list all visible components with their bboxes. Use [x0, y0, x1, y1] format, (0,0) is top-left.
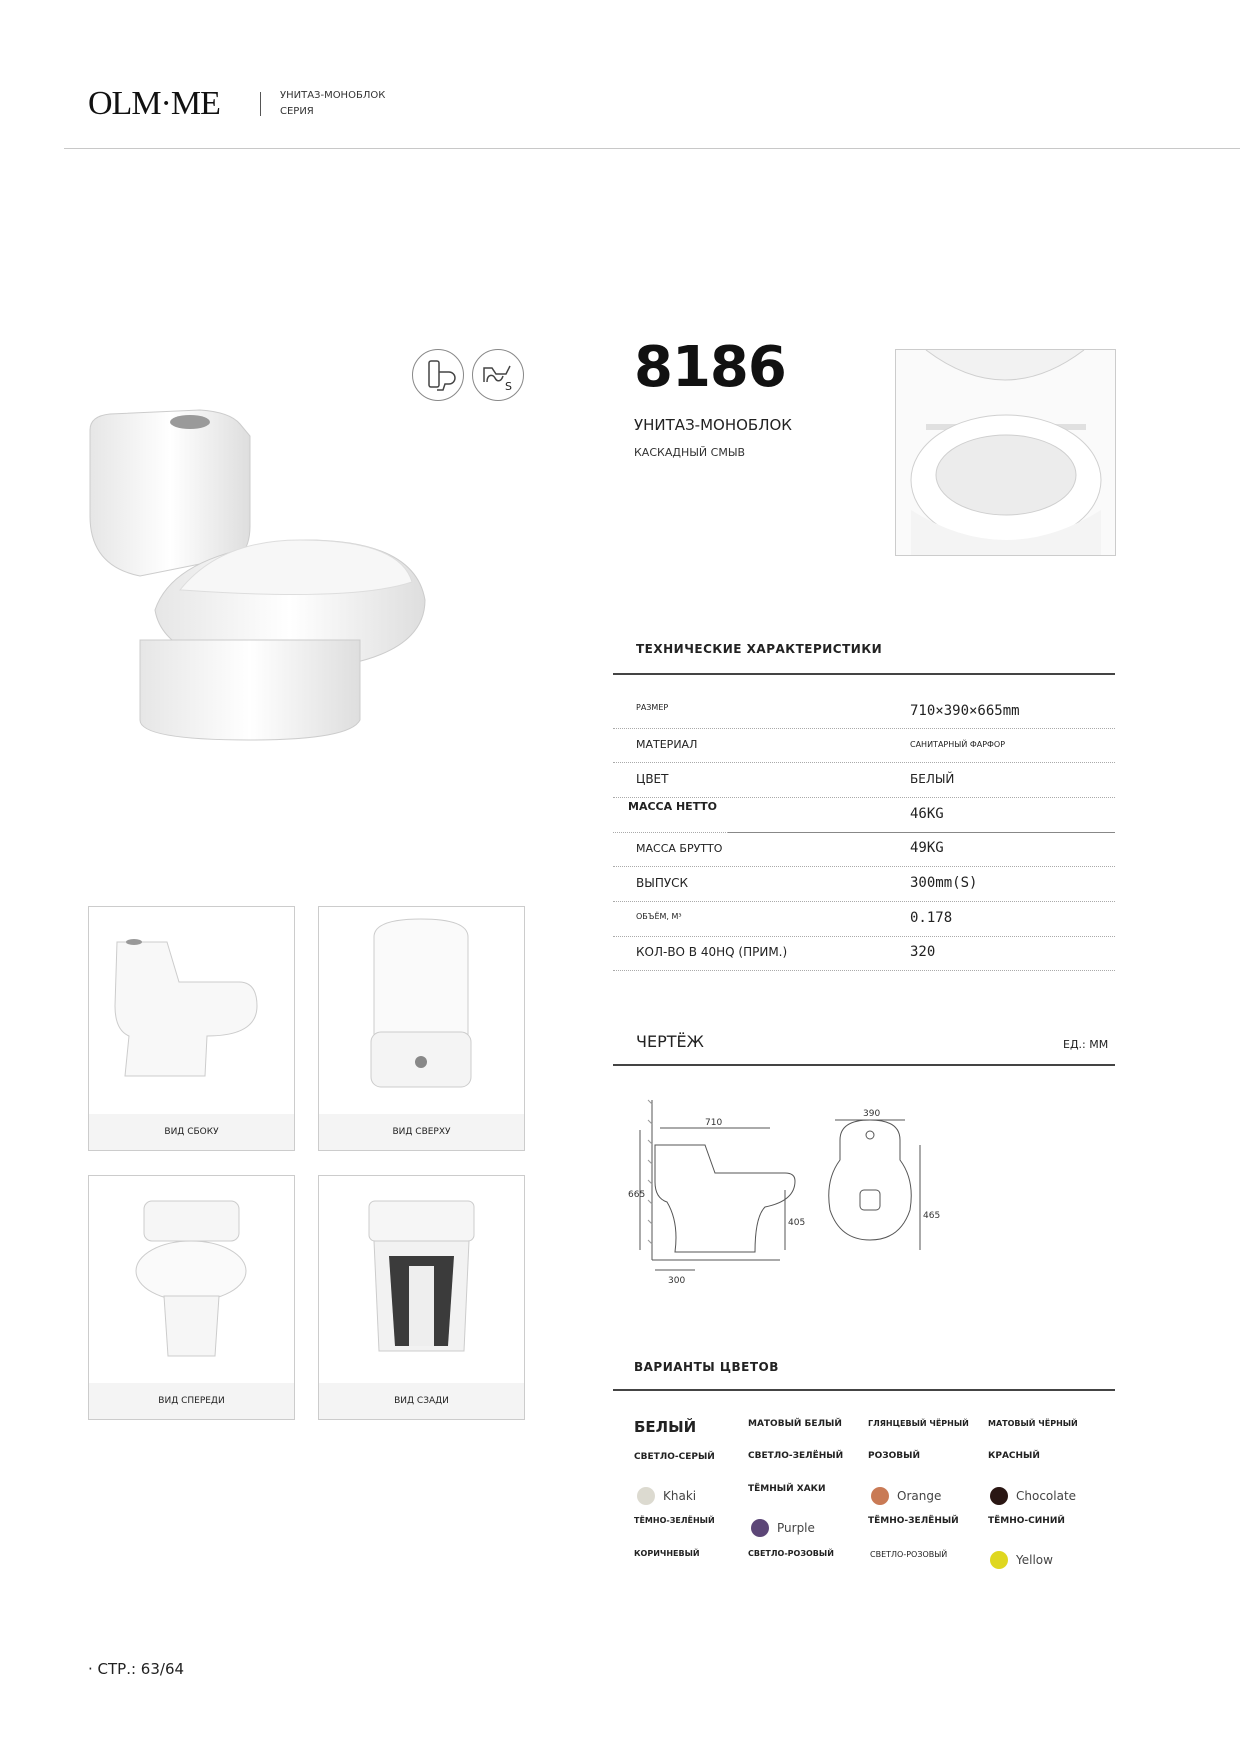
product-main-photo	[80, 400, 460, 830]
spec-divider	[613, 866, 1115, 867]
spec-label-outlet: ВЫПУСК	[636, 876, 689, 890]
color-light-pink: СВЕТЛО-РОЗОВЫЙ	[748, 1549, 834, 1558]
header-rule	[64, 148, 1240, 149]
thumb-side-view	[88, 906, 295, 1151]
color-light-green: СВЕТЛО-ЗЕЛЁНЫЙ	[748, 1451, 844, 1461]
technical-drawing	[620, 1090, 950, 1290]
spec-value-size: 710×390×665mm	[910, 703, 1020, 719]
spec-label-size: РАЗМЕР	[636, 703, 669, 712]
thumb-top-caption: ВИД СВЕРХУ	[319, 1114, 524, 1150]
specs-title: ТЕХНИЧЕСКИЕ ХАРАКТЕРИСТИКИ	[636, 642, 883, 656]
dim-width: 390	[863, 1109, 881, 1119]
swatch-purple-label: Purple	[777, 1521, 815, 1535]
drawing-rule	[613, 1064, 1115, 1066]
series-line-2: СЕРИЯ	[280, 106, 314, 117]
swatch-chocolate-label: Chocolate	[1016, 1489, 1077, 1503]
series-label	[280, 88, 385, 120]
colors-rule	[613, 1389, 1115, 1391]
swatch-yellow	[990, 1551, 1008, 1569]
thumb-front-view	[88, 1175, 295, 1420]
dim-depth: 465	[923, 1211, 941, 1221]
svg-text:S: S	[505, 380, 512, 393]
spec-value-gross-weight: 49KG	[910, 840, 944, 856]
color-dark-green: ТЁМНО-ЗЕЛЁНЫЙ	[634, 1516, 715, 1525]
one-piece-toilet-icon	[412, 349, 464, 401]
spec-label-qty-40hq: КОЛ-ВО В 40HQ (ПРИМ.)	[636, 945, 788, 959]
spec-value-material: САНИТАРНЫЙ ФАРФОР	[910, 740, 1006, 749]
spec-value-outlet: 300mm(S)	[910, 875, 978, 891]
color-dark-khaki: ТЁМНЫЙ ХАКИ	[748, 1484, 826, 1494]
dim-seat-height: 405	[788, 1218, 806, 1228]
swatch-yellow-label: Yellow	[1016, 1553, 1053, 1567]
spec-label-gross-weight: МАССА БРУТТО	[636, 842, 723, 855]
swatch-khaki-label: Khaki	[663, 1489, 697, 1503]
spec-label-volume: ОБЪЁМ, М³	[636, 912, 682, 921]
thumb-top-view	[318, 906, 525, 1151]
thumb-side-caption: ВИД СБОКУ	[89, 1114, 294, 1150]
spec-divider	[613, 728, 1115, 729]
brand-logo: OLM·ME	[88, 85, 220, 122]
color-light-pink-2: СВЕТЛО-РОЗОВЫЙ	[870, 1550, 948, 1559]
color-dark-blue: ТЁМНО-СИНИЙ	[988, 1516, 1065, 1526]
spec-value-color: БЕЛЫЙ	[910, 772, 955, 786]
spec-divider	[613, 936, 1115, 937]
series-line-1: УНИТАЗ-МОНОБЛОК	[280, 90, 386, 101]
spec-divider	[613, 762, 1115, 763]
swatch-orange-label: Orange	[897, 1489, 942, 1503]
spec-label-color: ЦВЕТ	[636, 772, 669, 786]
swatch-khaki	[637, 1487, 655, 1505]
page-number: · СТР.: 63/64	[88, 1660, 185, 1678]
swatch-chocolate	[990, 1487, 1008, 1505]
dim-length: 710	[705, 1118, 723, 1128]
spec-value-volume: 0.178	[910, 910, 953, 926]
spec-divider	[613, 832, 728, 833]
swatch-orange	[871, 1487, 889, 1505]
header-divider	[260, 92, 261, 116]
swatch-purple	[751, 1519, 769, 1537]
color-red: КРАСНЫЙ	[988, 1451, 1040, 1461]
thumb-back-caption: ВИД СЗАДИ	[319, 1383, 524, 1419]
product-type: УНИТАЗ-МОНОБЛОК	[634, 416, 792, 434]
spec-divider	[613, 970, 1115, 971]
spec-divider	[613, 797, 1115, 798]
color-brown: КОРИЧНЕВЫЙ	[634, 1549, 700, 1558]
spec-divider	[613, 901, 1115, 902]
spec-divider	[728, 832, 1115, 833]
dim-outlet: 300	[668, 1276, 686, 1286]
model-number: 8186	[634, 335, 786, 400]
flush-type: КАСКАДНЫЙ СМЫВ	[634, 446, 746, 459]
drawing-unit: ЕД.: ММ	[1063, 1038, 1109, 1051]
spec-value-net-weight: 46KG	[910, 806, 944, 822]
seat-detail-photo	[895, 349, 1116, 556]
spec-value-qty-40hq: 320	[910, 944, 936, 960]
spec-label-net-weight: МАССА НЕТТО	[628, 800, 718, 813]
color-matte-white: МАТОВЫЙ БЕЛЫЙ	[748, 1419, 842, 1429]
colors-title: ВАРИАНТЫ ЦВЕТОВ	[634, 1360, 779, 1374]
color-white: БЕЛЫЙ	[634, 1418, 697, 1436]
specs-rule	[613, 673, 1115, 675]
color-pink: РОЗОВЫЙ	[868, 1451, 921, 1461]
color-dark-green-2: ТЁМНО-ЗЕЛЁНЫЙ	[868, 1516, 959, 1526]
s-trap-icon	[472, 349, 524, 401]
spec-label-material: МАТЕРИАЛ	[636, 738, 698, 751]
dim-height: 665	[628, 1190, 646, 1200]
color-light-gray: СВЕТЛО-СЕРЫЙ	[634, 1452, 715, 1462]
thumb-back-view	[318, 1175, 525, 1420]
color-matte-black: МАТОВЫЙ ЧЁРНЫЙ	[988, 1419, 1078, 1428]
drawing-title: ЧЕРТЁЖ	[636, 1032, 704, 1051]
thumb-front-caption: ВИД СПЕРЕДИ	[89, 1383, 294, 1419]
color-glossy-black: ГЛЯНЦЕВЫЙ ЧЁРНЫЙ	[868, 1419, 969, 1428]
